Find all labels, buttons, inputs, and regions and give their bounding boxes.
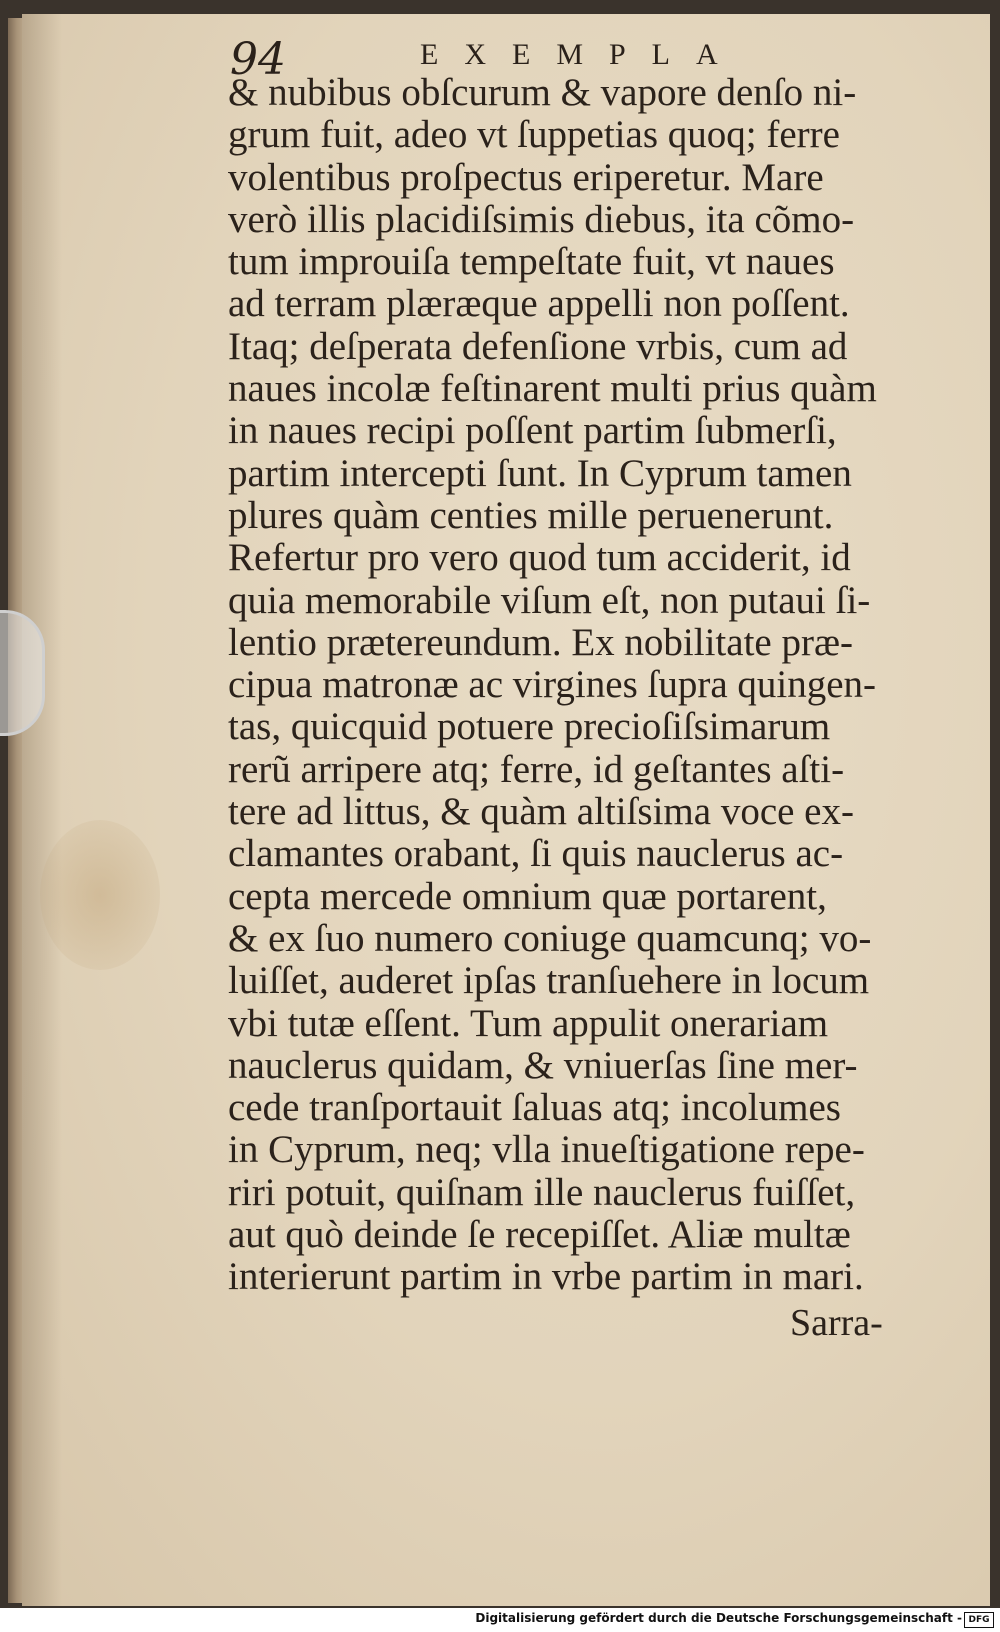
page-clip	[0, 610, 45, 736]
text-line: clamantes orabant, ſi quis nauclerus ac-	[228, 832, 844, 876]
text-line: rerũ arripere atq; ferre, id geſtantes aſti-	[228, 747, 845, 791]
text-line: verò illis placidiſsimis diebus, ita cõmo-	[228, 197, 855, 241]
text-line: quia memorabile viſum eſt, non putaui ſi-	[228, 578, 871, 622]
text-line: & ex ſuo numero coniuge quamcunq; vo-	[228, 916, 872, 960]
text-line: plures quàm centies mille peruenerunt.	[228, 493, 834, 537]
text-line: tum improuiſa tempeſtate fuit, vt naues	[228, 240, 835, 284]
body-text	[228, 72, 928, 1299]
catchword: Sarra-	[790, 1302, 883, 1344]
digitization-footer	[0, 1608, 1000, 1632]
text-line: riri potuit, quiſnam ille nauclerus fuiſſet,	[228, 1170, 856, 1214]
text-line: naues incolæ feſtinarent multi prius quàm	[228, 367, 877, 411]
text-line: Itaq; deſperata defenſione vrbis, cum ad	[228, 324, 848, 368]
text-line: grum fuit, adeo vt ſuppetias quoq; ferre	[228, 113, 840, 157]
text-line: cede tranſportauit ſaluas atq; incolumes	[228, 1086, 841, 1130]
text-line: cipua matronæ ac virgines ſupra quingen-	[228, 663, 877, 707]
text-line: aut quò deinde ſe recepiſſet. Aliæ multæ	[228, 1213, 851, 1257]
funding-credit: Digitalisierung gefördert durch die Deutsche Forschungsgemeinschaft -	[475, 1611, 962, 1625]
dfg-logo: DFG	[964, 1612, 994, 1628]
text-line: nauclerus quidam, & vniuerſas ſine mer-	[228, 1043, 858, 1087]
text-line: in Cyprum, neq; vlla inueſtigatione repe-	[228, 1128, 865, 1172]
text-line: cepta mercede omnium quæ portarent,	[228, 874, 827, 918]
text-line: partim intercepti ſunt. In Cyprum tamen	[228, 451, 852, 495]
text-line: tas, quicquid potuere precioſiſsimarum	[228, 705, 831, 749]
text-line: lentio prætereundum. Ex nobilitate præ-	[228, 620, 853, 664]
text-line: luiſſet, auderet ipſas tranſuehere in locum	[228, 959, 870, 1003]
text-line: interierunt partim in vrbe partim in mari.	[228, 1255, 864, 1299]
text-line: volentibus proſpectus eriperetur. Mare	[228, 155, 824, 199]
text-line: tere ad littus, & quàm altiſsima voce ex-	[228, 790, 854, 834]
gutter-shadow	[22, 14, 62, 1606]
text-line: in naues recipi poſſent partim ſubmerſi,	[228, 409, 837, 453]
text-line: & nubibus obſcurum & vapore denſo ni-	[228, 71, 857, 114]
text-line: vbi tutæ eſſent. Tum appulit onerariam	[228, 1001, 829, 1045]
text-line: Refertur pro vero quod tum acciderit, id	[228, 536, 851, 580]
page-number: 94	[230, 34, 286, 85]
water-stain	[40, 820, 160, 970]
running-head: EXEMPLA	[420, 38, 744, 71]
text-line: ad terram plæræque appelli non poſſent.	[228, 282, 850, 326]
